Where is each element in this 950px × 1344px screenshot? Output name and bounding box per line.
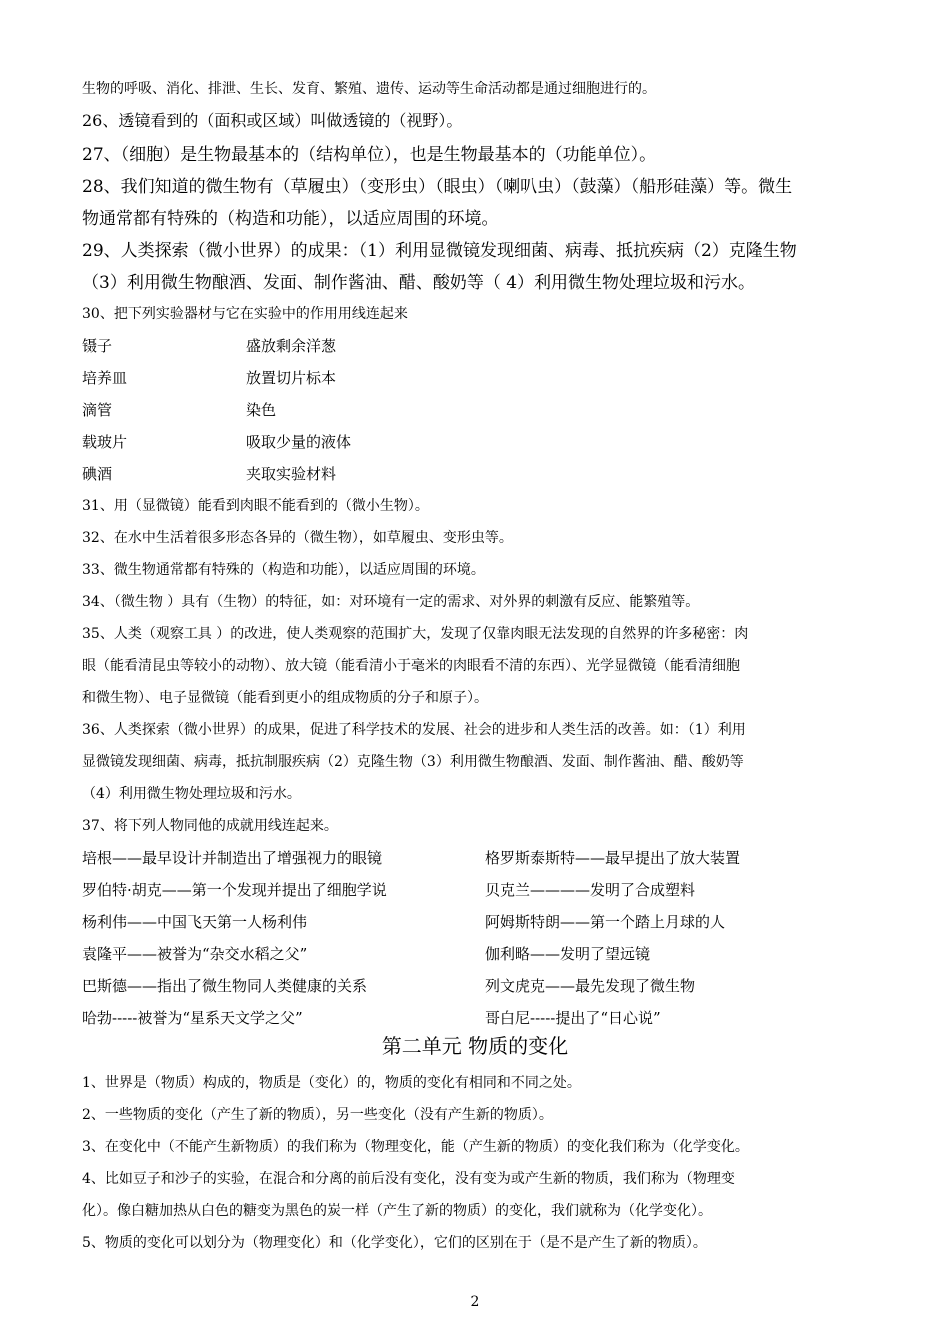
item-28-cont: 物通常都有特殊的（构造和功能），以适应周围的环境。 bbox=[82, 209, 499, 229]
item-36: 36、人类探索（微小世界）的成果，促进了科学技术的发展、社会的进步和人类生活的改善。如：（1）利用 bbox=[82, 722, 746, 738]
q37-right: 哥白尼-----提出了“日心说” bbox=[485, 1009, 661, 1027]
item-31: 31、用（显微镜）能看到肉眼不能看到的（微小生物）。 bbox=[82, 498, 429, 514]
item-35-cont: 和微生物）、电子显微镜（能看到更小的组成物质的分子和原子）。 bbox=[82, 690, 488, 706]
q37-right: 阿姆斯特朗——第一个踏上月球的人 bbox=[485, 913, 726, 931]
item-32: 32、在水中生活着很多形态各异的（微生物），如草履虫、变形虫等。 bbox=[82, 530, 513, 546]
q37-left: 袁隆平——被誉为“杂交水稻之父” bbox=[82, 945, 308, 963]
item-37: 37、将下列人物同他的成就用线连起来。 bbox=[82, 818, 338, 834]
q30-use: 染色 bbox=[246, 401, 277, 419]
q30-tool: 滴管 bbox=[82, 401, 113, 419]
item-29-cont: （3）利用微生物酿酒、发面、制作酱油、醋、酸奶等（ 4）利用微生物处理垃圾和污水。 bbox=[82, 273, 756, 293]
text-line: 生物的呼吸、消化、排泄、生长、发育、繁殖、遗传、运动等生命活动都是通过细胞进行的。 bbox=[82, 81, 656, 97]
unit2-item-2: 2、一些物质的变化（产生了新的物质），另一些变化（没有产生新的物质）。 bbox=[82, 1107, 553, 1123]
q30-tool: 碘酒 bbox=[82, 465, 113, 483]
q30-use: 夹取实验材料 bbox=[246, 465, 337, 483]
unit-title: 第二单元 物质的变化 bbox=[381, 1034, 569, 1058]
q37-right: 伽利略——发明了望远镜 bbox=[485, 945, 651, 963]
q37-left: 巴斯德——指出了微生物同人类健康的关系 bbox=[82, 977, 368, 995]
q30-tool: 镊子 bbox=[82, 337, 113, 355]
item-34: 34、（微生物 ）具有（生物）的特征，如：对环境有一定的需求、对外界的刺激有反应、能繁殖等。 bbox=[82, 594, 700, 610]
q37-right: 格罗斯泰斯特——最早提出了放大装置 bbox=[485, 849, 741, 867]
item-35-cont: 眼（能看清昆虫等较小的动物）、放大镜（能看清小于毫米的肉眼看不清的东西）、光学显微镜（能看清细胞 bbox=[82, 658, 740, 674]
item-26: 26、透镜看到的（面积或区域）叫做透镜的（视野）。 bbox=[82, 111, 463, 130]
q30-use: 吸取少量的液体 bbox=[246, 433, 352, 451]
unit2-item-3: 3、在变化中（不能产生新物质）的我们称为（物理变化，能（产生新的物质）的变化我们称为（化学变化。 bbox=[82, 1139, 749, 1155]
item-36-cont: （4）利用微生物处理垃圾和污水。 bbox=[82, 786, 301, 802]
q30-tool: 载玻片 bbox=[82, 433, 128, 451]
q30-use: 放置切片标本 bbox=[246, 369, 337, 387]
item-35: 35、人类（观察工具 ）的改进，使人类观察的范围扩大，发现了仅靠肉眼无法发现的自然界的许多秘密：肉 bbox=[82, 626, 749, 642]
page-number: 2 bbox=[470, 1294, 480, 1310]
unit2-item-5: 5、物质的变化可以划分为（物理变化）和（化学变化），它们的区别在于（是不是产生了新的物质）。 bbox=[82, 1235, 707, 1251]
unit2-item-4-cont: 化）。像白糖加热从白色的糖变为黑色的炭一样（产生了新的物质）的变化，我们就称为（化学变化）。 bbox=[82, 1203, 712, 1219]
q37-left: 罗伯特·胡克——第一个发现并提出了细胞学说 bbox=[82, 881, 387, 899]
q30-use: 盛放剩余洋葱 bbox=[246, 337, 337, 355]
item-27: 27、（细胞）是生物最基本的（结构单位），也是生物最基本的（功能单位）。 bbox=[82, 145, 657, 165]
q37-left: 哈勃-----被誉为“星系天文学之父” bbox=[82, 1009, 303, 1027]
q30-tool: 培养皿 bbox=[82, 369, 128, 387]
q37-left: 杨利伟——中国飞天第一人杨利伟 bbox=[82, 913, 308, 931]
item-29: 29、人类探索（微小世界）的成果：（1）利用显微镜发现细菌、病毒、抵抗疾病（2）克隆生物 bbox=[82, 241, 797, 261]
item-33: 33、微生物通常都有特殊的（构造和功能），以适应周围的环境。 bbox=[82, 562, 485, 578]
q37-right: 贝克兰————发明了合成塑料 bbox=[485, 881, 696, 899]
unit2-item-4: 4、比如豆子和沙子的实验，在混合和分离的前后没有变化，没有变为或产生新的物质，我们称为（物理变 bbox=[82, 1171, 735, 1187]
item-28: 28、我们知道的微生物有（草履虫）（变形虫）（眼虫）（喇叭虫）（鼓藻）（船形硅藻）等。微生 bbox=[82, 177, 793, 197]
q37-left: 培根——最早设计并制造出了增强视力的眼镜 bbox=[82, 849, 383, 867]
item-36-cont: 显微镜发现细菌、病毒，抵抗制服疾病（2）克隆生物（3）利用微生物酿酒、发面、制作酱油、醋、酸奶等 bbox=[82, 754, 744, 770]
q37-right: 列文虎克——最先发现了微生物 bbox=[485, 977, 696, 995]
unit2-item-1: 1、世界是（物质）构成的，物质是（变化）的，物质的变化有相同和不同之处。 bbox=[82, 1075, 581, 1091]
item-30: 30、把下列实验器材与它在实验中的作用用线连起来 bbox=[82, 306, 408, 322]
